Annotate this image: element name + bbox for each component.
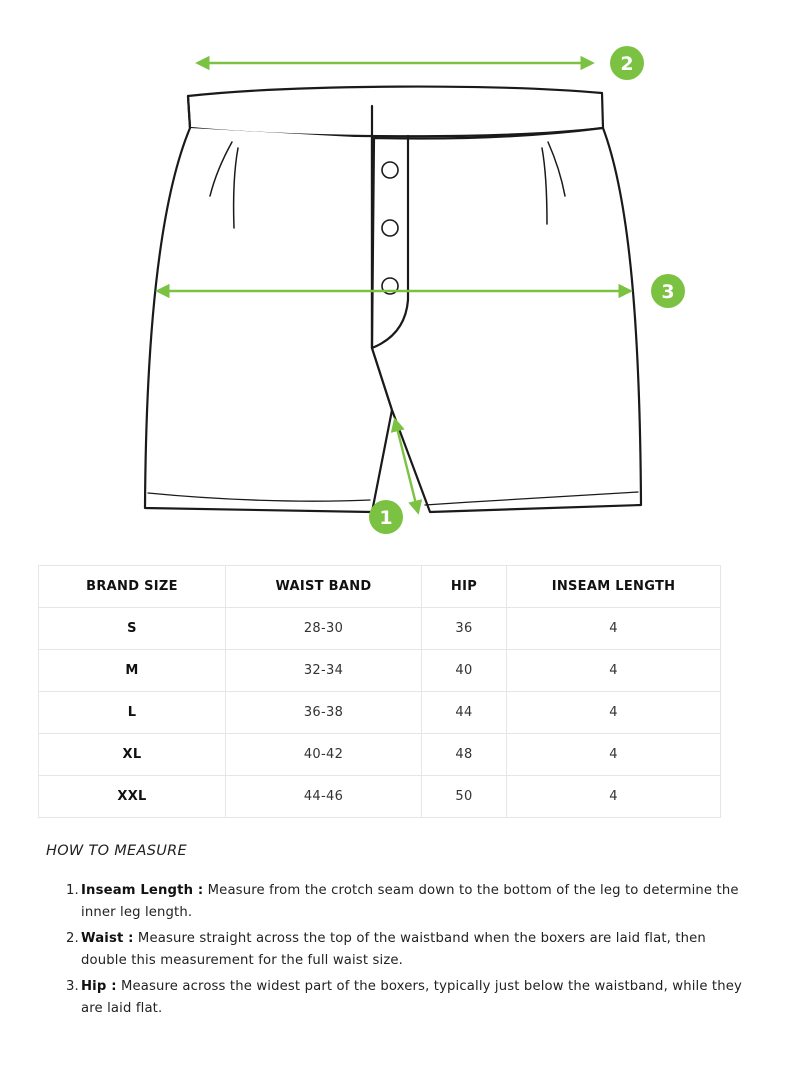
cell-inseam: 4	[507, 776, 721, 818]
svg-text:2: 2	[620, 53, 634, 75]
cell-hip: 36	[422, 608, 507, 650]
cell-hip: 40	[422, 650, 507, 692]
cell-inseam: 4	[507, 734, 721, 776]
header-waist-band: WAIST BAND	[226, 566, 422, 608]
item-number: 1.	[66, 883, 79, 898]
table-row	[39, 734, 721, 776]
cell-hip: 44	[422, 692, 507, 734]
list-item	[62, 880, 742, 924]
cell-waist: 44-46	[226, 776, 422, 818]
waistband	[188, 87, 603, 137]
cell-inseam: 4	[507, 692, 721, 734]
list-item	[62, 928, 742, 972]
item-number: 2.	[66, 931, 79, 946]
item-number: 3.	[66, 979, 79, 994]
table-row	[39, 692, 721, 734]
item-text: Measure from the crotch seam down to the bottom of the leg to determine the inner leg length.	[81, 883, 739, 920]
cell-hip: 50	[422, 776, 507, 818]
item-label: Waist :	[81, 931, 134, 946]
header-inseam-length: INSEAM LENGTH	[507, 566, 721, 608]
shorts-outline	[145, 87, 641, 512]
right-leg	[372, 128, 641, 512]
table-row	[39, 608, 721, 650]
measure-instructions	[62, 880, 742, 1024]
header-brand-size: BRAND SIZE	[39, 566, 226, 608]
cell-size: XL	[39, 734, 226, 776]
cell-size: S	[39, 608, 226, 650]
item-label: Inseam Length :	[81, 883, 204, 898]
marker-3	[651, 274, 685, 308]
cell-hip: 48	[422, 734, 507, 776]
table-header-row	[39, 566, 721, 608]
button-top	[382, 162, 398, 178]
cell-waist: 32-34	[226, 650, 422, 692]
header-hip: HIP	[422, 566, 507, 608]
cell-waist: 40-42	[226, 734, 422, 776]
cell-inseam: 4	[507, 650, 721, 692]
cell-size: M	[39, 650, 226, 692]
table-row	[39, 776, 721, 818]
item-text: Measure straight across the top of the waistband when the boxers are laid flat, then double this measurement for the full waist size.	[81, 931, 706, 968]
marker-1	[369, 500, 403, 534]
svg-text:3: 3	[661, 281, 675, 303]
item-label: Hip :	[81, 979, 117, 994]
size-chart-table	[38, 565, 721, 818]
item-text: Measure across the widest part of the boxers, typically just below the waistband, while they are laid flat.	[81, 979, 742, 1016]
marker-2	[610, 46, 644, 80]
how-to-measure-title: HOW TO MEASURE	[46, 843, 187, 859]
cell-inseam: 4	[507, 608, 721, 650]
table-row	[39, 650, 721, 692]
cell-size: L	[39, 692, 226, 734]
list-item	[62, 976, 742, 1020]
left-leg	[145, 128, 392, 512]
svg-text:1: 1	[379, 507, 393, 529]
cell-size: XXL	[39, 776, 226, 818]
button-middle	[382, 220, 398, 236]
cell-waist: 28-30	[226, 608, 422, 650]
cell-waist: 36-38	[226, 692, 422, 734]
